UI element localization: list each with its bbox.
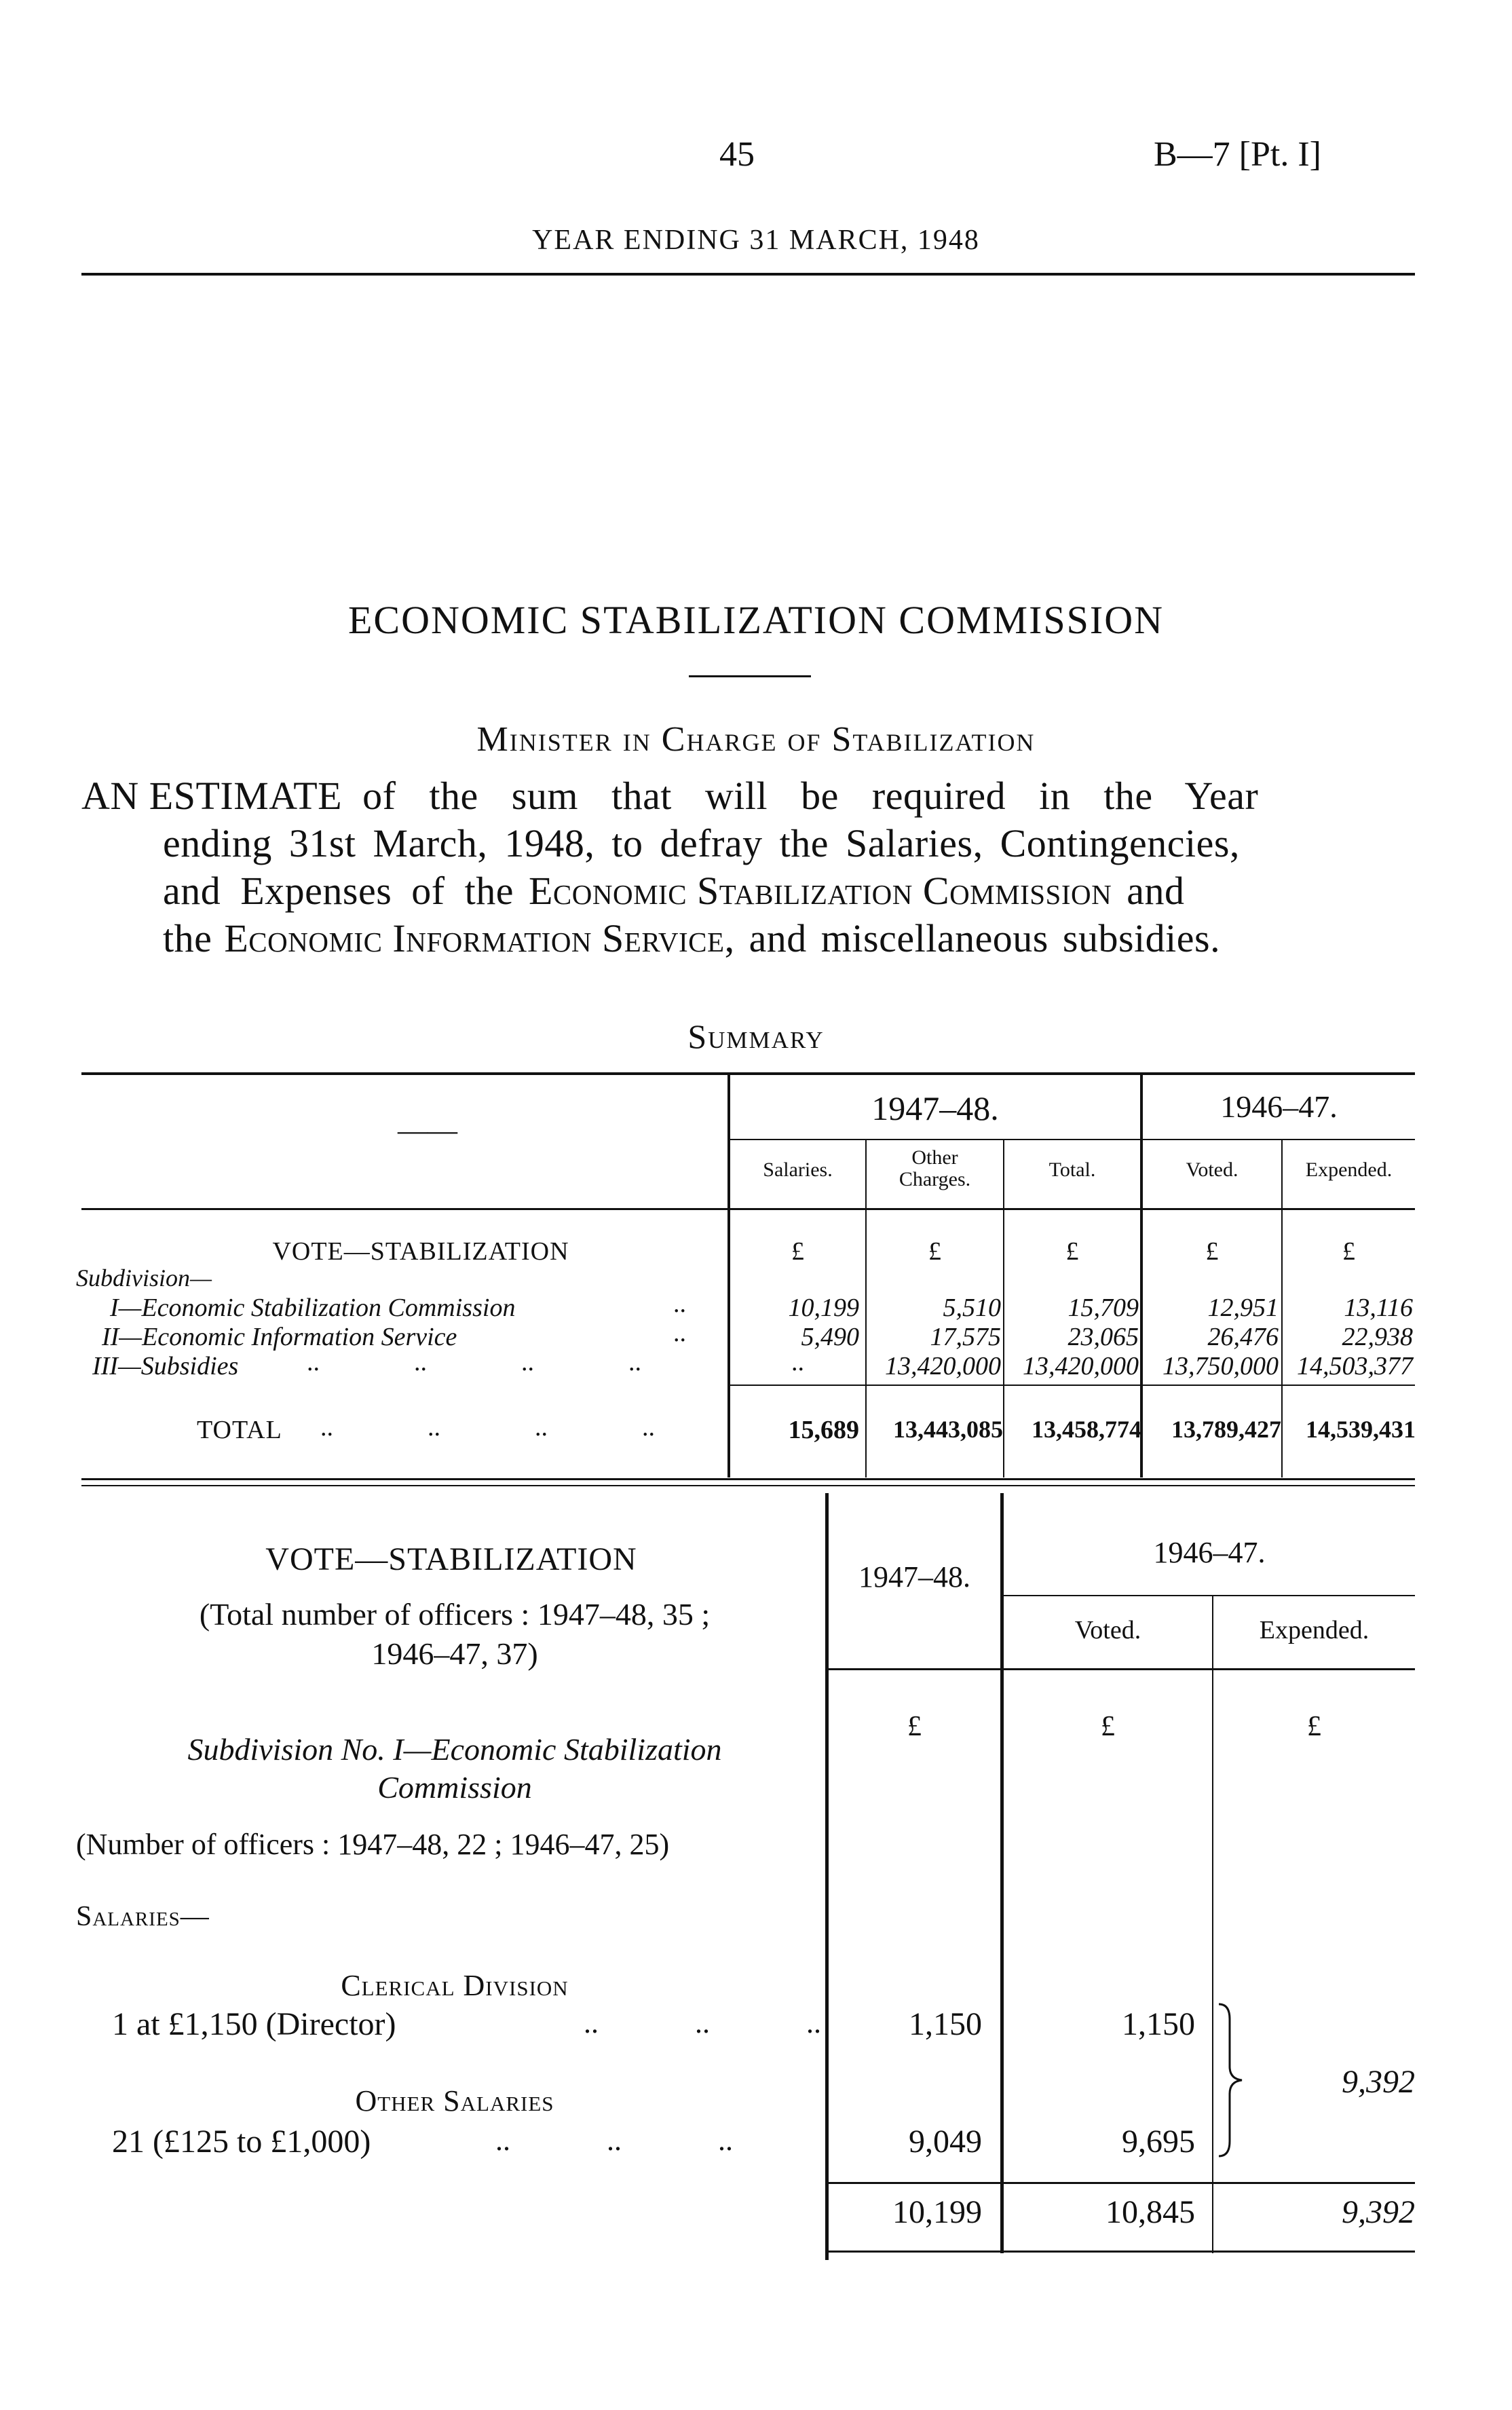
vote-officers-line2: 1946–47, 37) (371, 1636, 538, 1671)
vote-heading: VOTE—STABILIZATION (265, 1541, 637, 1577)
row-label: III—Subsidies (92, 1352, 239, 1380)
estimate-line3-a: and Expenses of the (163, 869, 514, 913)
vote-col-voted: Voted. (1074, 1616, 1141, 1644)
total-label: TOTAL (197, 1416, 282, 1444)
estimate-line3-commission: Economic Stabilization Commission (528, 869, 1112, 913)
currency-other: £ (928, 1237, 941, 1266)
estimate-line4 (81, 915, 1418, 962)
row-label: II—Economic Information Service (102, 1323, 457, 1351)
header-rule (81, 273, 1415, 276)
estimate-line4-c: , and miscellaneous subsidies. (724, 916, 1221, 960)
vote-officers (102, 1595, 808, 1674)
summary-year-current: 1947–48. (871, 1089, 999, 1127)
vote-col-expended: Expended. (1259, 1616, 1369, 1644)
vote-year-rule (1002, 1595, 1415, 1596)
row-other: 17,575 (930, 1323, 1001, 1351)
summary-dash: —— (398, 1114, 457, 1147)
total-other: 13,443,085 (893, 1416, 1003, 1443)
document-reference: B—7 [Pt. I] (1154, 135, 1321, 174)
vote-subdivision (102, 1731, 808, 1807)
vote-subdivision-line1: Subdivision No. I—Economic Stabilization (187, 1732, 722, 1767)
row-expended: 14,503,377 (1297, 1352, 1413, 1380)
estimate-line1 (362, 772, 1418, 820)
page-number: 45 (719, 135, 755, 174)
row-other: 5,510 (943, 1294, 1001, 1322)
row-dots: .. .. .. .. (307, 1348, 641, 1376)
subdivision-label: Subdivision— (76, 1264, 212, 1292)
col-total: Total. (1048, 1159, 1096, 1181)
currency-voted: £ (1205, 1237, 1219, 1266)
col-salaries: Salaries. (763, 1159, 833, 1181)
clerical-dots: .. .. .. (584, 2006, 821, 2039)
estimate-paragraph (81, 772, 1418, 962)
other-salaries-heading: Other Salaries (355, 2084, 554, 2117)
row-dots: .. (673, 1289, 686, 1318)
estimate-lead: AN ESTIMATE (81, 774, 343, 818)
vote-subdivision-line2: Commission (377, 1770, 532, 1805)
other-salaries-voted: 9,695 (1122, 2124, 1195, 2160)
clerical-item: 1 at £1,150 (Director) (112, 2006, 396, 2042)
year-line: YEAR ENDING 31 MARCH, 1948 (532, 225, 980, 256)
estimate-line2: ending 31st March, 1948, to defray the Salaries, Contingencies, (163, 821, 1240, 865)
minister-line: Minister in Charge of Stabilization (476, 720, 1036, 759)
col-other-charges (867, 1147, 1003, 1190)
row-dots: .. (673, 1319, 686, 1347)
brace-icon (1215, 1999, 1255, 2162)
total-voted-detail: 10,845 (1105, 2194, 1195, 2230)
vote-currency-current: £ (907, 1711, 922, 1742)
vote-sub-officers: (Number of officers : 1947–48, 22 ; 1946–47, 25) (76, 1828, 670, 1861)
col-other-line2: Charges. (899, 1168, 971, 1190)
other-salaries-dots: .. .. .. (495, 2124, 733, 2157)
title-divider (689, 675, 811, 677)
row-expended: 22,938 (1342, 1323, 1413, 1351)
row-salaries: .. (791, 1348, 804, 1376)
summary-bottom-rule-2 (81, 1485, 1415, 1486)
estimate-line1-text: of the sum that will be required in the Year (362, 774, 1259, 818)
summary-subtotal-rule (730, 1385, 1415, 1386)
total-expended-detail: 9,392 (1342, 2194, 1415, 2230)
row-label: I—Economic Stabilization Commission (110, 1294, 516, 1322)
summary-year-prior: 1946–47. (1220, 1089, 1338, 1124)
row-voted: 26,476 (1207, 1323, 1279, 1351)
salaries-heading: Salaries— (76, 1901, 210, 1932)
summary-vote-label: VOTE—STABILIZATION (272, 1237, 569, 1266)
other-salaries-current: 9,049 (909, 2124, 982, 2160)
vote-bottom-rule (827, 2251, 1415, 2253)
vote-col-prior: 1946–47. (1153, 1536, 1266, 1569)
row-voted: 13,750,000 (1163, 1352, 1279, 1380)
bracket-expended: 9,392 (1342, 2064, 1415, 2100)
estimate-line4-service: Economic Information Service (224, 916, 725, 960)
total-voted: 13,789,427 (1171, 1416, 1281, 1443)
vote-currency-voted: £ (1101, 1711, 1115, 1742)
estimate-line3-c: and (1127, 869, 1185, 913)
page-title: ECONOMIC STABILIZATION COMMISSION (347, 598, 1165, 642)
clerical-current: 1,150 (909, 2006, 982, 2042)
row-salaries: 10,199 (788, 1294, 859, 1322)
row-salaries: 5,490 (801, 1323, 859, 1351)
currency-salaries: £ (791, 1237, 804, 1266)
col-other-line1: Other (911, 1146, 958, 1169)
summary-year-rule (727, 1139, 1415, 1140)
col-expended: Expended. (1305, 1159, 1393, 1181)
vote-subtotal-rule (827, 2182, 1415, 2184)
estimate-line4-a: the (163, 916, 212, 960)
summary-bottom-rule-1 (81, 1478, 1415, 1480)
total-current: 10,199 (892, 2194, 982, 2230)
clerical-heading: Clerical Division (341, 1969, 569, 2002)
currency-expended: £ (1342, 1237, 1355, 1266)
vote-col-current: 1947–48. (858, 1560, 970, 1594)
summary-header-rule (81, 1208, 1415, 1210)
col-voted: Voted. (1186, 1159, 1239, 1181)
vote-header-rule (827, 1668, 1415, 1670)
vote-officers-line1: (Total number of officers : 1947–48, 35 ; (199, 1597, 711, 1632)
vote-currency-expended: £ (1307, 1711, 1321, 1742)
total-expended: 14,539,431 (1306, 1416, 1416, 1443)
row-other: 13,420,000 (885, 1352, 1001, 1380)
estimate-line3 (81, 867, 1418, 915)
total-total: 13,458,774 (1032, 1416, 1141, 1443)
summary-top-rule (81, 1072, 1415, 1075)
row-total: 23,065 (1067, 1323, 1139, 1351)
total-dots: .. .. .. .. (320, 1413, 655, 1442)
row-total: 15,709 (1067, 1294, 1139, 1322)
currency-total: £ (1065, 1237, 1079, 1266)
other-salaries-item: 21 (£125 to £1,000) (112, 2124, 371, 2160)
row-voted: 12,951 (1207, 1294, 1279, 1322)
row-expended: 13,116 (1344, 1294, 1413, 1322)
total-salaries: 15,689 (788, 1416, 859, 1444)
summary-heading: Summary (687, 1017, 825, 1055)
row-total: 13,420,000 (1023, 1352, 1139, 1380)
vote-vline-right (1212, 1595, 1213, 2253)
clerical-voted: 1,150 (1122, 2006, 1195, 2042)
